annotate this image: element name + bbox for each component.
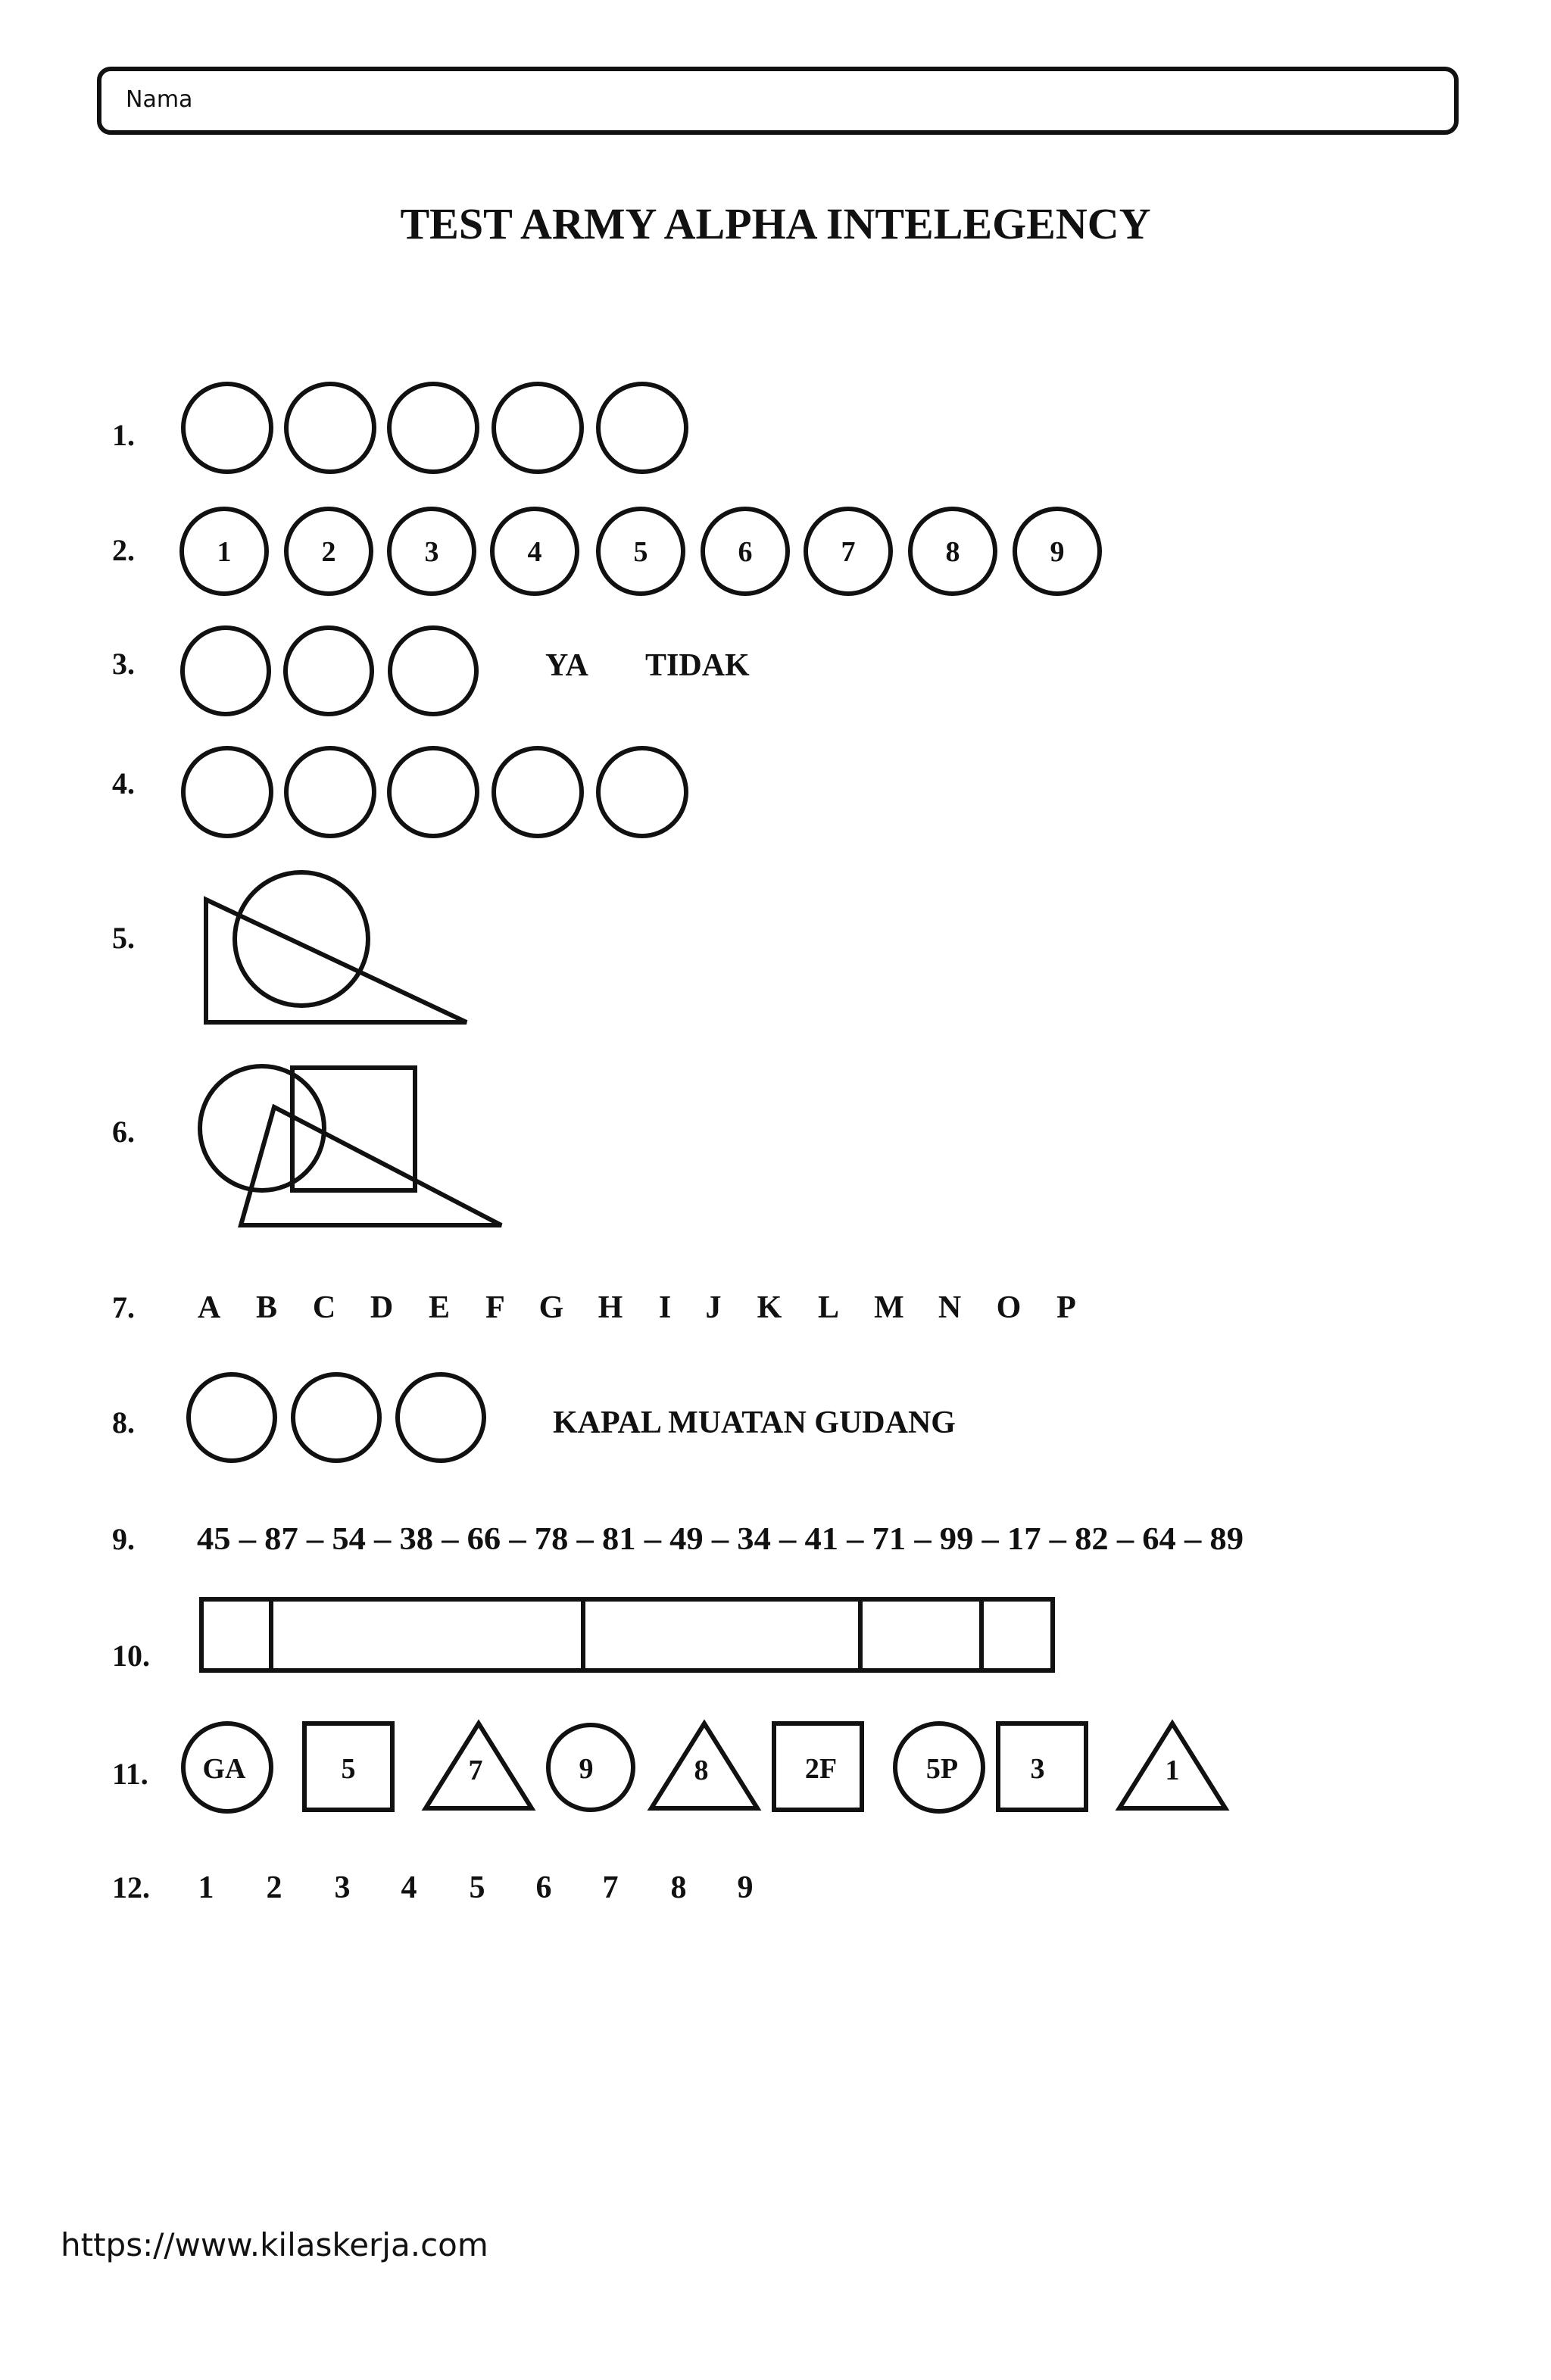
blank-circle (189, 1374, 275, 1461)
name-label: Nama (126, 86, 193, 113)
digit: 8 (670, 1870, 687, 1905)
circle-label: 5 (633, 536, 648, 568)
overlap-triangle (241, 1107, 501, 1225)
overlap-circle (200, 1066, 324, 1190)
option-tidak: TIDAK (645, 648, 750, 683)
question-number: 6. (112, 1115, 135, 1149)
q4-circles (183, 748, 686, 836)
q2-numbered-circles (182, 509, 1100, 594)
digit: 1 (198, 1870, 214, 1905)
blank-circle (389, 384, 477, 472)
circle-label: 2 (321, 536, 336, 568)
footer-url: https://www.kilaskerja.com (61, 2226, 488, 2263)
question-number: 7. (112, 1290, 135, 1324)
letter: A (197, 1290, 221, 1325)
question-number: 9. (112, 1522, 135, 1556)
blank-circle (293, 1374, 379, 1461)
letter: E (428, 1290, 451, 1325)
overlap-circle (235, 872, 368, 1006)
q5-figure (206, 872, 467, 1022)
letter: N (938, 1290, 962, 1325)
shape-label: 2F (804, 1753, 838, 1785)
q10-box-strip (201, 1599, 1053, 1670)
digit: 7 (602, 1870, 619, 1905)
letter: P (1056, 1290, 1076, 1325)
letter: C (312, 1290, 336, 1325)
letter: M (874, 1290, 904, 1325)
question-number: 1. (112, 418, 135, 452)
question-number: 12. (112, 1870, 150, 1904)
strip-outline (201, 1599, 1053, 1670)
blank-circle (286, 384, 374, 472)
blank-circle (286, 748, 374, 836)
blank-circle (494, 748, 582, 836)
digit: 4 (401, 1870, 417, 1905)
digit: 3 (334, 1870, 351, 1905)
letter: H (598, 1290, 623, 1325)
letter: D (370, 1290, 394, 1325)
letter: B (255, 1290, 278, 1325)
digit: 9 (737, 1870, 754, 1905)
question-number: 5. (112, 921, 135, 955)
blank-circle (183, 748, 271, 836)
q6-figure (200, 1066, 501, 1225)
shape-label: 9 (579, 1753, 594, 1785)
circle-label: 6 (738, 536, 753, 568)
number-sequence: 45 – 87 – 54 – 38 – 66 – 78 – 81 – 49 – 34 – 41 – 71 – 99 – 17 – 82 – 64 – 89 (197, 1522, 1244, 1557)
shape-label: 8 (694, 1755, 709, 1786)
digit: 5 (469, 1870, 485, 1905)
letter: I (658, 1290, 672, 1325)
page-title: TEST ARMY ALPHA INTELEGENCY (400, 199, 1151, 248)
blank-circle (598, 384, 686, 472)
question-number: 2. (112, 533, 135, 567)
letter: K (757, 1290, 782, 1325)
letter: F (485, 1290, 505, 1325)
question-number: 3. (112, 647, 135, 681)
letter: J (705, 1290, 722, 1325)
option-ya: YA (545, 648, 588, 683)
q3-circles (183, 628, 476, 714)
blank-circle (598, 748, 686, 836)
question-number: 8. (112, 1405, 135, 1440)
shape-label: 3 (1030, 1753, 1045, 1785)
letter: O (996, 1290, 1022, 1325)
circle-label: 9 (1050, 536, 1065, 568)
shape-label: GA (202, 1753, 246, 1785)
letter: L (817, 1290, 840, 1325)
circle-label: 4 (527, 536, 542, 568)
circle-label: 3 (424, 536, 439, 568)
blank-circle (183, 384, 271, 472)
circle-label: 7 (841, 536, 856, 568)
shape-label: 7 (468, 1755, 483, 1786)
blank-circle (390, 628, 476, 714)
blank-circle (494, 384, 582, 472)
q7-letters (198, 1290, 1076, 1325)
question-number: 11. (112, 1757, 148, 1791)
word-list: KAPAL MUATAN GUDANG (553, 1405, 956, 1440)
digit: 6 (535, 1870, 552, 1905)
digit: 2 (266, 1870, 282, 1905)
q1-circles (183, 384, 686, 472)
circle-label: 1 (217, 536, 232, 568)
shape-label: 1 (1165, 1755, 1180, 1786)
blank-circle (183, 628, 269, 714)
blank-circle (398, 1374, 484, 1461)
circle-label: 8 (945, 536, 960, 568)
blank-circle (286, 628, 372, 714)
q12-digits (198, 1870, 754, 1905)
shape-label: 5 (341, 1753, 356, 1785)
shape-label: 5P (925, 1753, 959, 1785)
question-number: 10. (112, 1639, 150, 1673)
right-triangle (206, 900, 467, 1022)
question-number: 4. (112, 766, 135, 800)
q8-circles (189, 1374, 484, 1461)
blank-circle (389, 748, 477, 836)
letter: G (538, 1290, 564, 1325)
q11-shapes (183, 1723, 1225, 1811)
